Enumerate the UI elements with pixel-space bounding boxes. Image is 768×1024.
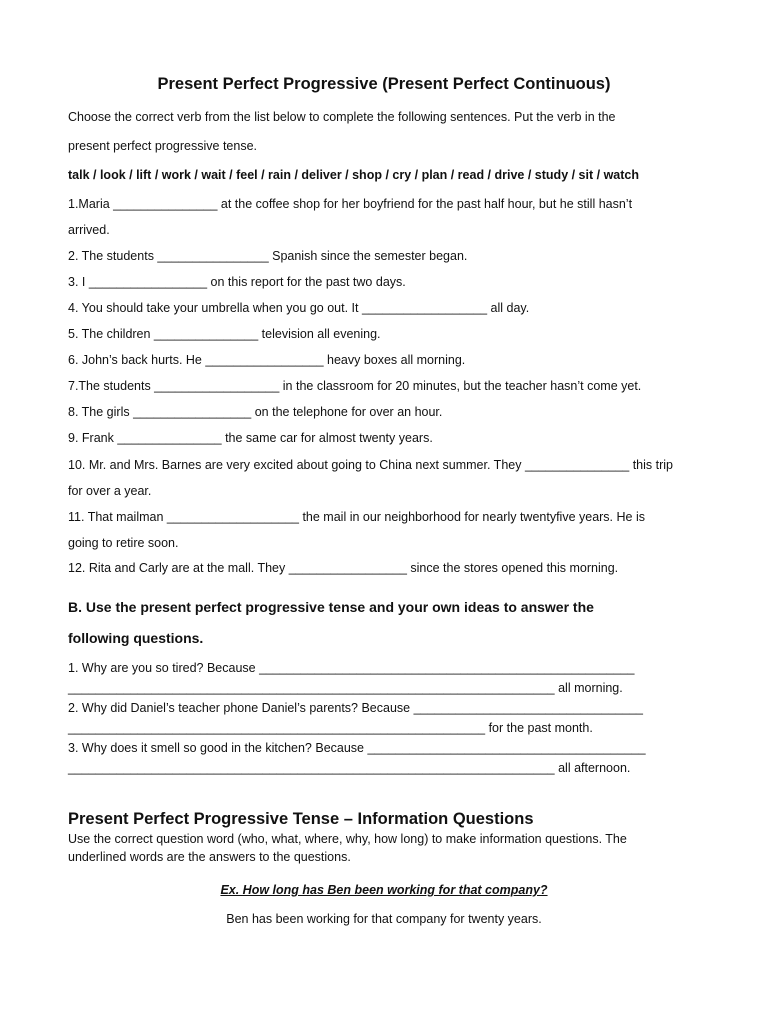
exercise-line: 6. John’s back hurts. He _________________ heavy boxes all morning. — [68, 353, 466, 367]
exercise-line: 11. That mailman ___________________ the mail in our neighborhood for nearly twentyfive years. He is — [68, 510, 645, 524]
exercise-line: 4. You should take your umbrella when you go out. It __________________ all day. — [68, 301, 530, 315]
exercise-line: going to retire soon. — [68, 536, 179, 550]
section-b-heading-line-1: B. Use the present perfect progressive tense and your own ideas to answer the — [68, 599, 594, 615]
question-line: 3. Why does it smell so good in the kitchen? Because ________________________________________ — [68, 741, 646, 755]
exercise-line: 9. Frank _______________ the same car for almost twenty years. — [68, 431, 433, 445]
exercise-line: arrived. — [68, 223, 110, 237]
question-line: ______________________________________________________________________ all morning. — [68, 681, 623, 695]
instructions-line-1: Choose the correct verb from the list below to complete the following sentences. Put the verb in the — [68, 110, 616, 124]
question-line: ____________________________________________________________ for the past month. — [68, 721, 593, 735]
exercise-line: 3. I _________________ on this report for the past two days. — [68, 275, 406, 289]
exercise-line: 7.The students __________________ in the classroom for 20 minutes, but the teacher hasn’t come yet. — [68, 379, 642, 393]
exercise-line: 1.Maria _______________ at the coffee shop for her boyfriend for the past half hour, but he still hasn’t — [68, 197, 633, 211]
instructions-line-2: present perfect progressive tense. — [68, 139, 257, 153]
page-title: Present Perfect Progressive (Present Perfect Continuous) — [157, 75, 611, 93]
exercise-line: 12. Rita and Carly are at the mall. They _________________ since the stores opened this morning. — [68, 561, 619, 575]
example-question: Ex. How long has Ben been working for that company? — [220, 883, 548, 897]
section-c-instructions-line-2: underlined words are the answers to the questions. — [68, 850, 351, 864]
exercise-line: 8. The girls _________________ on the telephone for over an hour. — [68, 405, 443, 419]
question-line: ______________________________________________________________________ all afternoon. — [68, 761, 631, 775]
section-c-instructions-line-1: Use the correct question word (who, what, where, why, how long) to make information questions. The — [68, 832, 627, 846]
question-line: 1. Why are you so tired? Because ______________________________________________________ — [68, 661, 635, 675]
exercise-line: 10. Mr. and Mrs. Barnes are very excited about going to China next summer. They _______________ this trip — [68, 458, 673, 472]
section-b-heading-line-2: following questions. — [68, 630, 204, 646]
verb-list: talk / look / lift / work / wait / feel / rain / deliver / shop / cry / plan / read / drive / study / sit / watch — [68, 168, 639, 182]
question-line: 2. Why did Daniel’s teacher phone Daniel’s parents? Because _________________________________ — [68, 701, 643, 715]
exercise-line: 5. The children _______________ television all evening. — [68, 327, 381, 341]
exercise-line: for over a year. — [68, 484, 152, 498]
exercise-line: 2. The students ________________ Spanish since the semester began. — [68, 249, 468, 263]
section-c-heading: Present Perfect Progressive Tense – Information Questions — [68, 810, 534, 828]
example-answer: Ben has been working for that company for twenty years. — [226, 912, 542, 926]
